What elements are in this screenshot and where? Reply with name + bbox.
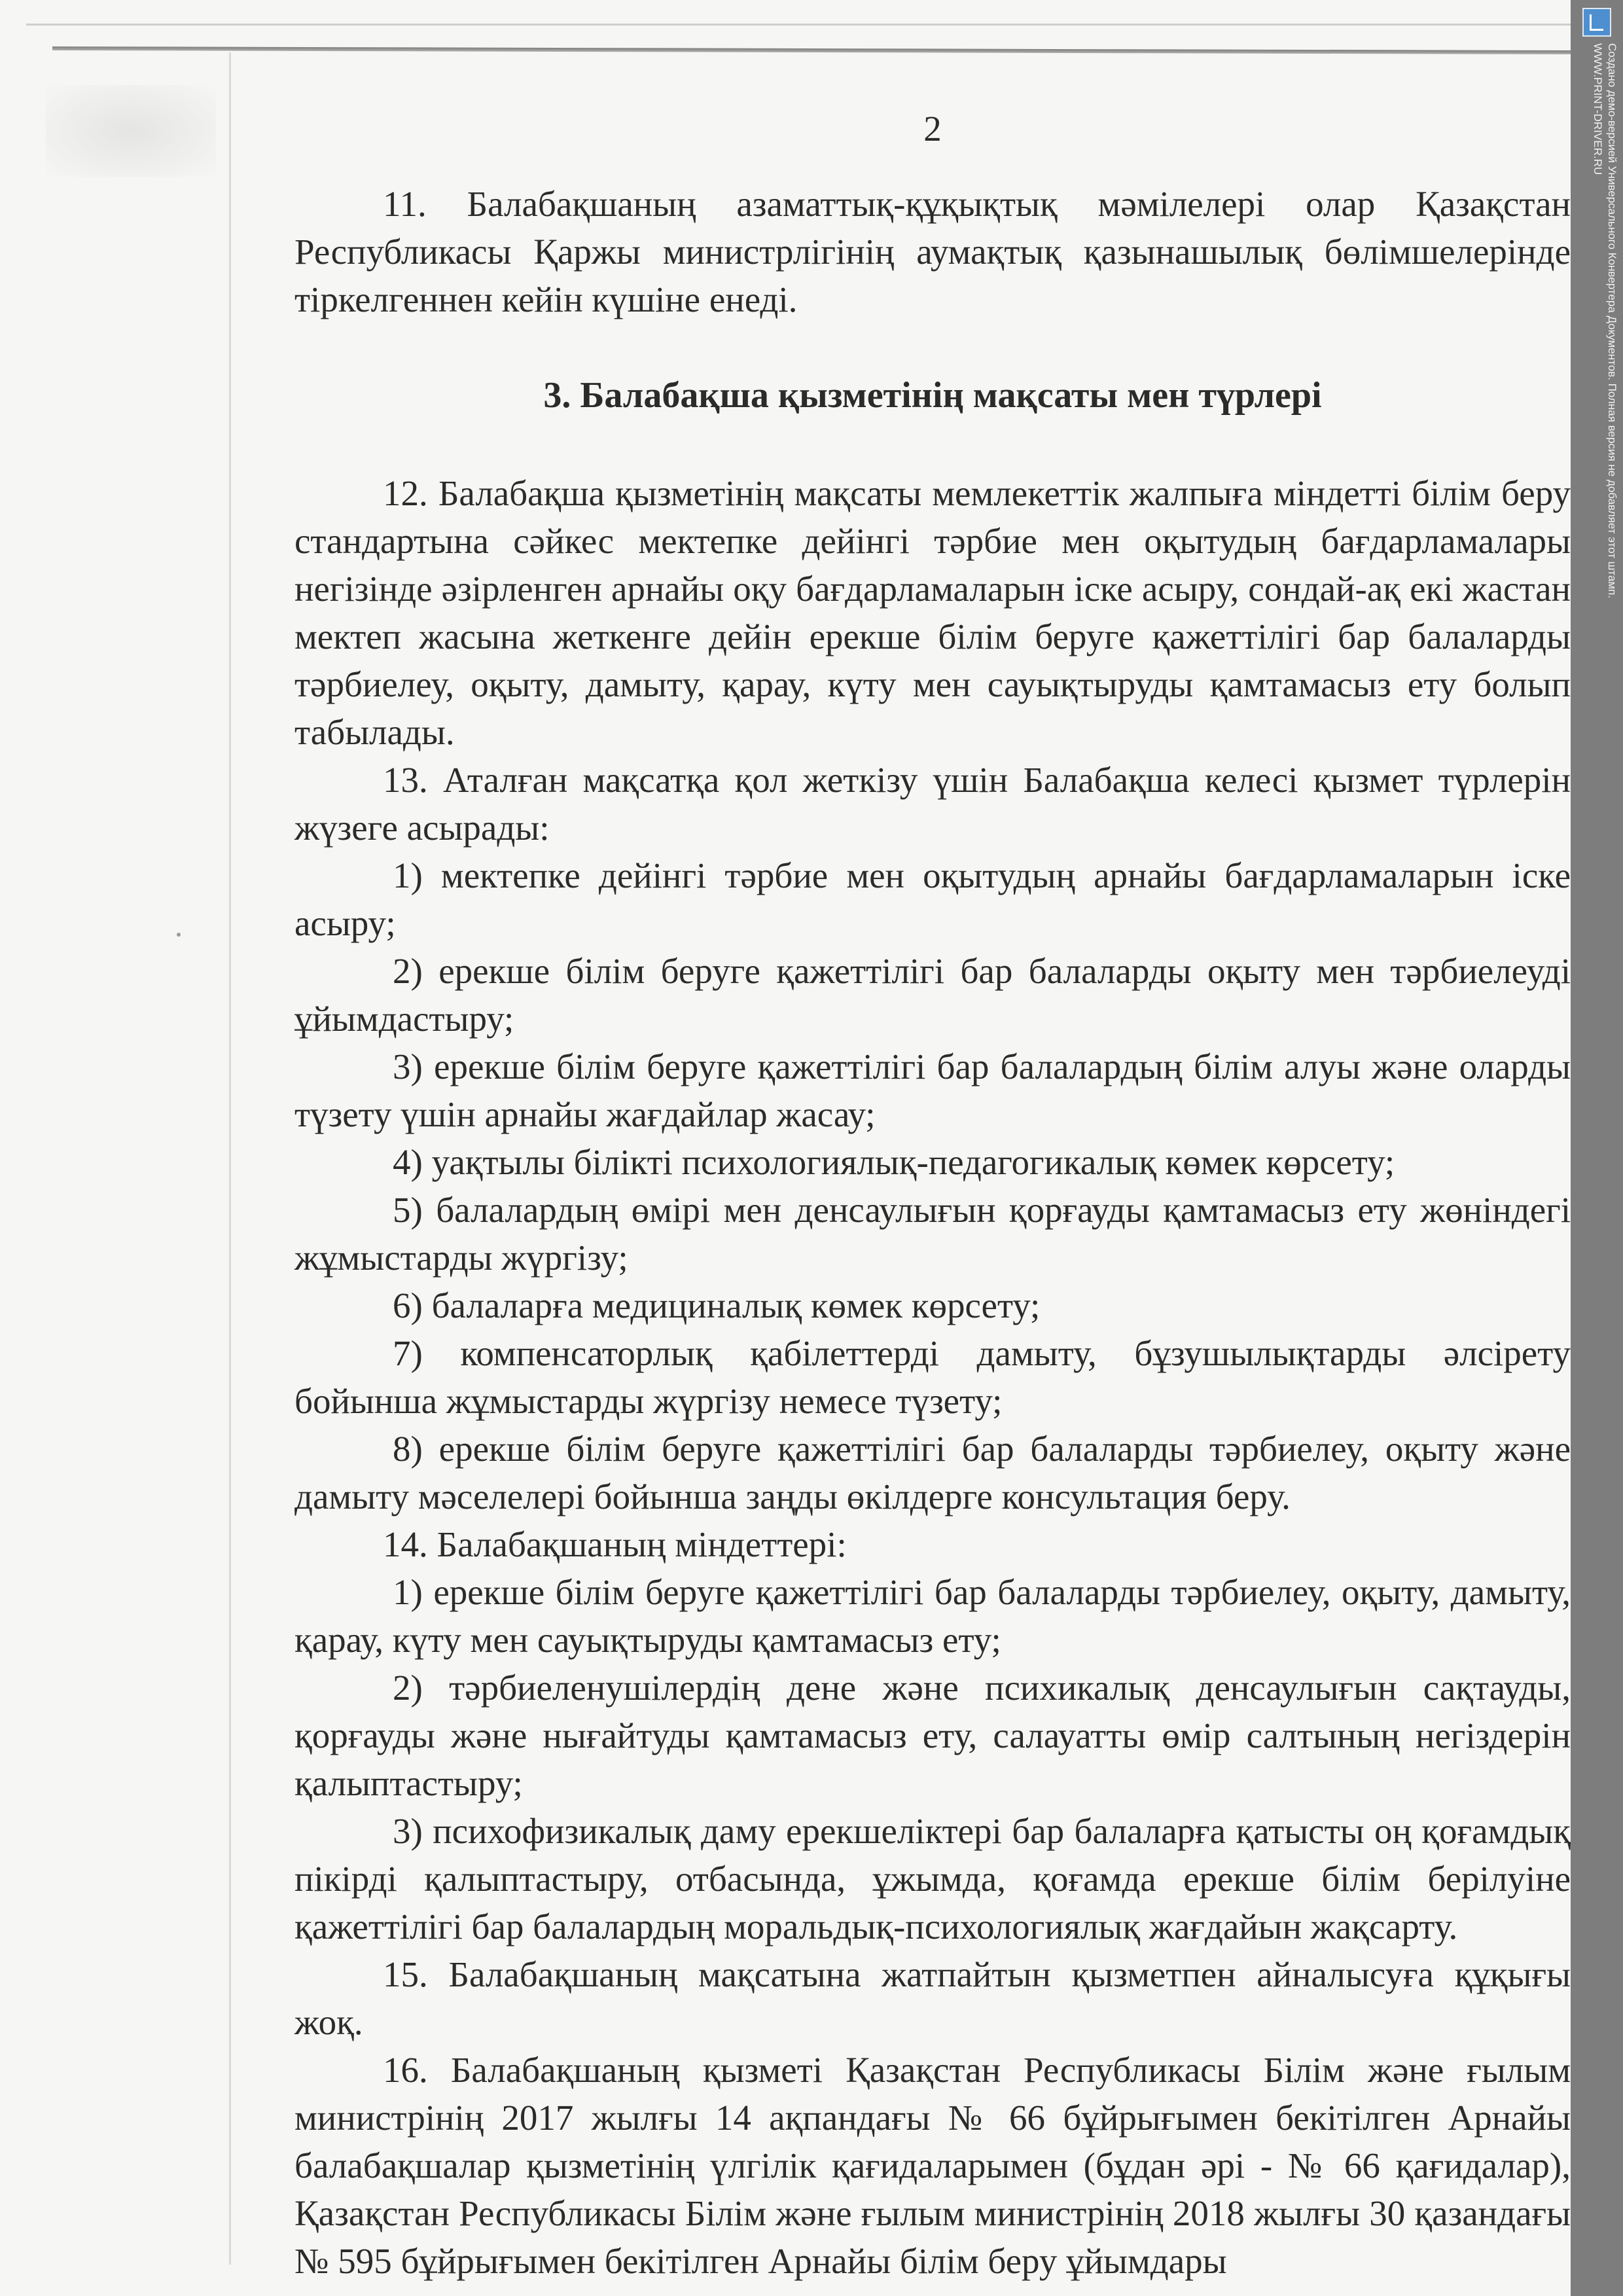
paragraph-14: 14. Балабақшаның міндеттері: xyxy=(383,1524,847,1564)
list-item-13-3: 3) ерекше білім беруге қажеттілігі бар балалардың білім алуы және оларды түзету үшін арнайы жағдайлар жасау; xyxy=(294,1047,1571,1134)
list-item-14-2: 2) тәрбиеленушілердің дене және психикалық денсаулығын сақтауды, қорғауды және нығайтуды қамтамасыз ету, салауатты өмір салтының негіздерін қалыптастыру; xyxy=(294,1668,1571,1803)
paragraph-11: 11. Балабақшаның азаматтық-құқықтық мәмілелері олар Қазақстан Республикасы Қаржы министрлігінің аумақтық қазынашылық бөлімшелерінде тіркелгеннен кейін күшіне енеді. xyxy=(294,184,1571,319)
watermark-text xyxy=(1590,43,1619,598)
list-item-13-6: 6) балаларға медициналық көмек көрсету; xyxy=(393,1285,1041,1325)
list-item-13-5: 5) балалардың өмірі мен денсаулығын қорғауды қамтамасыз ету жөніндегі жұмыстарды жүргізу; xyxy=(294,1190,1571,1278)
scan-shadow-top xyxy=(26,24,1571,26)
scan-edge-top xyxy=(52,46,1577,54)
list-item-14-1: 1) ерекше білім беруге қажеттілігі бар балаларды тәрбиелеу, оқыту, дамыту, қарау, күту мен сауықтыруды қамтамасыз ету; xyxy=(294,1572,1571,1660)
list-item-13-7: 7) компенсаторлық қабілеттерді дамыту, бұзушылықтарды әлсірету бойынша жұмыстарды жүргізу немесе түзету; xyxy=(294,1333,1571,1421)
paragraph-12: 12. Балабақша қызметінің мақсаты мемлекеттік жалпыға міндетті білім беру стандартына сәйкес мектепке дейінгі тәрбие мен оқытудың бағдарламалары негізінде әзірленген арнайы оқу бағдарламаларын іске асыру, сондай-ақ екі жастан мектеп жасына жеткенге дейін ерекше білім беруге қажеттілігі бар балаларды тәрбиелеу, оқыту, дамыту, қарау, күту мен сауықтыруды қамтамасыз ету болып табылады. xyxy=(294,473,1571,752)
document-page xyxy=(294,105,1571,2285)
watermark-line-2: WWW.PRINT-DRIVER.RU xyxy=(1592,43,1604,175)
watermark-line-1: Создано демо-версией Универсального Конвертера Документов. Полная версия не добавляет этот штамп. xyxy=(1606,43,1618,599)
scan-edge-left xyxy=(229,52,231,2265)
page-number: 2 xyxy=(923,109,942,149)
paragraph-13: 13. Аталған мақсатқа қол жеткізу үшін Балабақша келесі қызмет түрлерін жүзеге асырады: xyxy=(294,760,1571,848)
section-title: 3. Балабақша қызметінің мақсаты мен түрлері xyxy=(543,375,1322,416)
paragraph-15: 15. Балабақшаның мақсатына жатпайтын қызметпен айналысуға құқығы жоқ. xyxy=(294,1954,1571,2042)
paragraph-16: 16. Балабақшаның қызметі Қазақстан Республикасы Білім және ғылым министрінің 2017 жылғы 14 ақпандағы № 66 бұйрығымен бекітілген Арнайы балабақшалар қызметінің үлгілік қағидаларымен (бұдан әрі - № 66 қағидалар), Қазақстан Республикасы Білім және ғылым министрінің 2018 жылғы 30 қазандағы № 595 бұйрығымен бекітілген Арнайы білім беру ұйымдары xyxy=(294,2050,1571,2281)
watermark-sidebar xyxy=(1571,0,1623,2296)
converter-logo-icon xyxy=(1582,8,1611,37)
list-item-13-1: 1) мектепке дейінгі тәрбие мен оқытудың арнайы бағдарламаларын іске асыру; xyxy=(294,855,1571,943)
list-item-13-8: 8) ерекше білім беруге қажеттілігі бар балаларды тәрбиелеу, оқыту және дамыту мәселелері бойынша заңды өкілдерге консультация беру. xyxy=(294,1429,1571,1516)
scan-dot xyxy=(177,933,181,937)
list-item-13-2: 2) ерекше білім беруге қажеттілігі бар балаларды оқыту мен тәрбиелеуді ұйымдастыру; xyxy=(294,951,1571,1039)
list-item-13-4: 4) уақтылы білікті психологиялық-педагогикалық көмек көрсету; xyxy=(393,1142,1395,1182)
scan-smudge xyxy=(46,85,216,177)
list-item-14-3: 3) психофизикалық даму ерекшеліктері бар балаларға қатысты оң қоғамдық пікірді қалыптастыру, отбасында, ұжымда, қоғамда ерекше білім берілуіне қажеттілігі бар балалардың моральдық-психологиялық жағдайын жақсарту. xyxy=(294,1811,1571,1946)
